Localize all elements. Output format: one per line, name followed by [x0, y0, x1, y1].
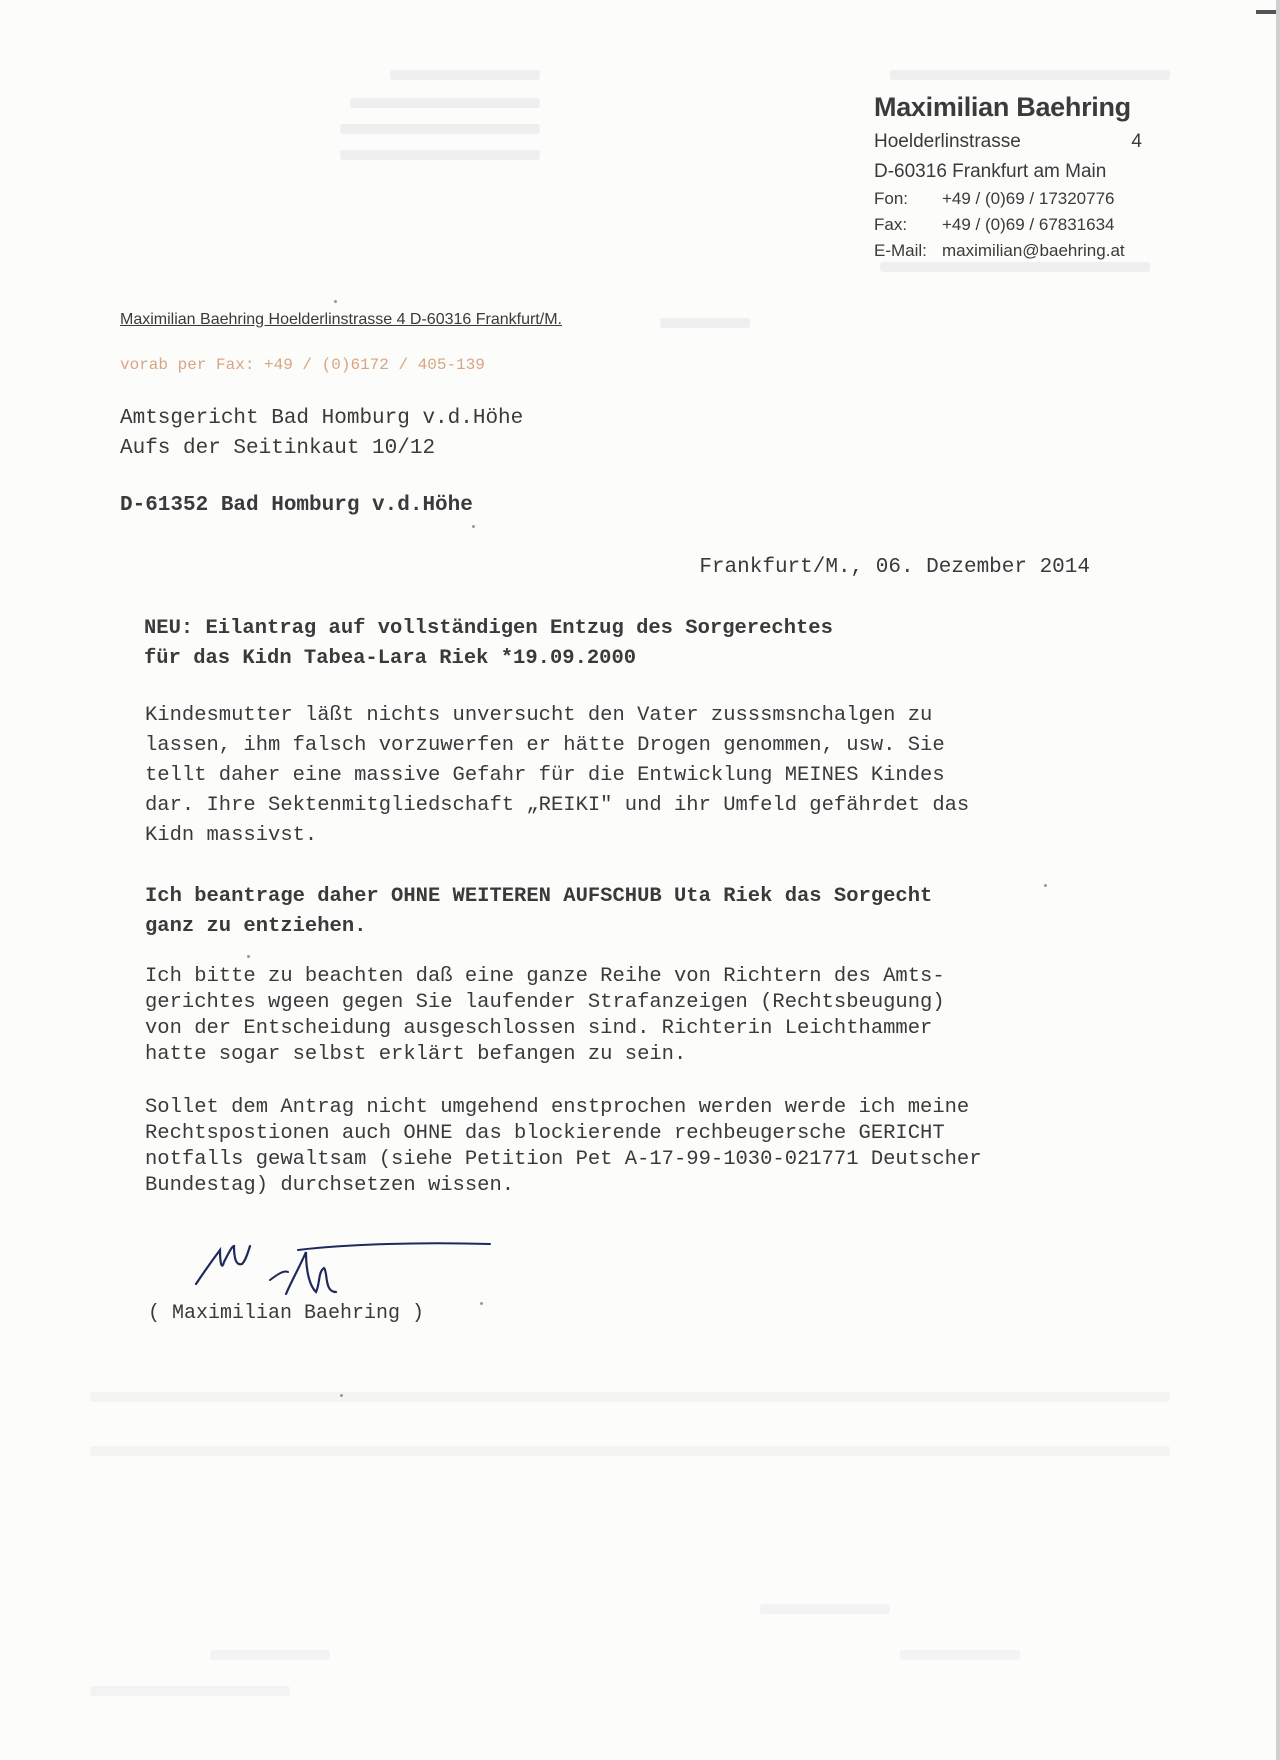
bleed-through-mark: [890, 70, 1170, 80]
bleed-through-mark: [340, 150, 540, 160]
sender-fax: [874, 215, 1142, 235]
bleed-through-mark: [900, 1650, 1020, 1660]
sender-city: D-60316 Frankfurt am Main: [874, 161, 1107, 182]
recipient-address: [120, 404, 523, 464]
paragraph-line: notfalls gewaltsam (siehe Petition Pet A-17-99-1030-021771 Deutscher: [145, 1148, 982, 1171]
fax-label: Fax:: [874, 215, 908, 234]
scan-speck: [480, 1302, 483, 1305]
paragraph-line: dar. Ihre Sektenmitgliedschaft „REIKI" und ihr Umfeld gefährdet das: [145, 794, 970, 817]
paragraph-line: Rechtspostionen auch OHNE das blockierende rechbeugersche GERICHT: [145, 1122, 945, 1145]
paragraph-line: Ich bitte zu beachten daß eine ganze Reihe von Richtern des Amts-: [145, 965, 945, 988]
fax-advance-note: vorab per Fax: +49 / (0)6172 / 405-139: [120, 356, 485, 374]
signature-flourish: [298, 1243, 490, 1250]
scan-speck: [340, 1394, 343, 1397]
signature-stroke-dash: [270, 1271, 288, 1280]
scan-speck: [472, 525, 475, 528]
bleed-through-mark: [90, 1392, 1170, 1402]
email-label: E-Mail:: [874, 241, 927, 260]
bleed-through-mark: [760, 1604, 890, 1614]
bleed-through-mark: [90, 1686, 290, 1696]
subject-line: [144, 614, 833, 674]
paragraph-line: Bundestag) durchsetzen wissen.: [145, 1174, 515, 1197]
bleed-through-mark: [340, 124, 540, 134]
sender-name: Maximilian Baehring: [874, 92, 1131, 122]
paragraph-line: von der Entscheidung ausgeschlossen sind. Richterin Leichthammer: [145, 1017, 933, 1040]
sender-house-number: 4: [1131, 131, 1142, 152]
paragraph-line: Kidn massivst.: [145, 824, 318, 847]
bleed-through-mark: [880, 262, 1150, 272]
phone-value: +49 / (0)69 / 17320776: [942, 189, 1115, 208]
bleed-through-mark: [390, 70, 540, 80]
paragraph-line: Kindesmutter läßt nichts unversucht den Vater zusssmsnchalgen zu: [145, 704, 933, 727]
sender-street-row: [874, 131, 1142, 153]
recipient-line-1: Amtsgericht Bad Homburg v.d.Höhe: [120, 407, 524, 430]
body-paragraph-1: [145, 701, 1105, 851]
phone-label: Fon:: [874, 189, 909, 208]
email-value: maximilian@baehring.at: [942, 241, 1125, 260]
sender-letterhead: [874, 92, 1142, 261]
sender-email: [874, 241, 1142, 261]
letter-date: Frankfurt/M., 06. Dezember 2014: [699, 556, 1090, 579]
scan-corner-mark: [1256, 10, 1276, 14]
signature-stroke-b: [286, 1252, 336, 1294]
signature-name: ( Maximilian Baehring ): [148, 1302, 425, 1325]
subject-line-2: für das Kidn Tabea-Lara Riek *19.09.2000: [144, 647, 637, 670]
sender-phone: [874, 189, 1142, 209]
paragraph-line: Ich beantrage daher OHNE WEITEREN AUFSCHUB Uta Riek das Sorgecht: [145, 885, 933, 908]
scan-speck: [334, 300, 337, 303]
body-paragraph-4: [145, 1095, 1105, 1199]
paragraph-line: ganz zu entziehen.: [145, 915, 367, 938]
fax-value: +49 / (0)69 / 67831634: [942, 215, 1115, 234]
bleed-through-mark: [90, 1446, 1170, 1456]
scan-speck: [247, 955, 250, 958]
signature-stroke-initial-m: [196, 1246, 250, 1284]
return-address-line: Maximilian Baehring Hoelderlinstrasse 4 D-60316 Frankfurt/M.: [120, 311, 562, 328]
scan-speck: [1044, 884, 1047, 887]
sender-street: Hoelderlinstrasse: [874, 131, 1021, 152]
bleed-through-mark: [350, 98, 540, 108]
bleed-through-mark: [660, 318, 750, 328]
scan-edge: [1276, 0, 1280, 1760]
paragraph-line: hatte sogar selbst erklärt befangen zu sein.: [145, 1043, 687, 1066]
paragraph-line: gerichtes wgeen gegen Sie laufender Strafanzeigen (Rechtsbeugung): [145, 991, 945, 1014]
paragraph-line: Sollet dem Antrag nicht umgehend enstprochen werden werde ich meine: [145, 1096, 970, 1119]
bleed-through-mark: [210, 1650, 330, 1660]
body-paragraph-3: [145, 964, 1105, 1068]
body-paragraph-2: [145, 882, 1105, 942]
paragraph-line: lassen, ihm falsch vorzuwerfen er hätte Drogen genommen, usw. Sie: [145, 734, 945, 757]
subject-line-1: NEU: Eilantrag auf vollständigen Entzug des Sorgerechtes: [144, 617, 833, 640]
recipient-city: D-61352 Bad Homburg v.d.Höhe: [120, 494, 473, 517]
paragraph-line: tellt daher eine massive Gefahr für die Entwicklung MEINES Kindes: [145, 764, 945, 787]
recipient-line-2: Aufs der Seitinkaut 10/12: [120, 437, 436, 460]
